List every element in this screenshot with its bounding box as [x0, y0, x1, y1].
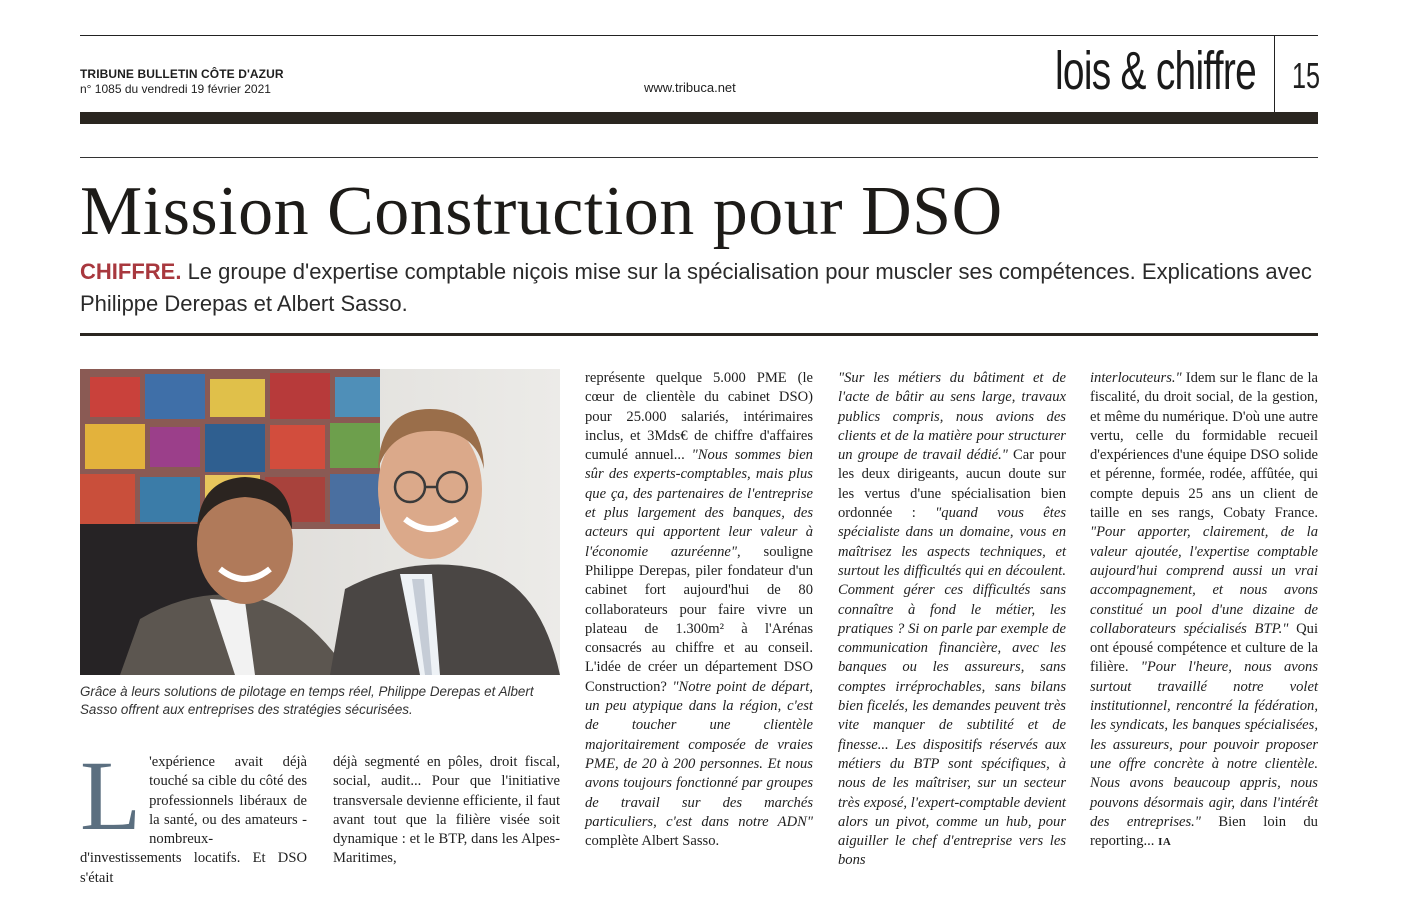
- body-column-1a: [80, 740, 307, 888]
- body-column-2: [585, 369, 813, 851]
- author-signature: IA: [1158, 836, 1172, 849]
- body-text: Bien loin du reporting...: [1090, 813, 1318, 850]
- body-column-1b: [333, 753, 560, 869]
- body-text: déjà segmenté en pôles, droit fiscal, social, audit... Pour que l'initiative transversale devienne efficiente, il faut avant tout que la filière visée soit dynamique : et le BTP, dans les Alpes-Maritimes,: [333, 754, 560, 867]
- quote-text: "Sur les métiers du bâtiment et de l'acte de bâtir au sens large, travaux publics compris, nous avions des clients et de la matière pour structurer un groupe de travail dédié.": [838, 370, 1066, 464]
- quote-text: interlocuteurs.": [1090, 370, 1182, 386]
- quote-text: "quand vous êtes spécialiste dans un domaine, vous en maîtrisez les aspects techniques, et surtout les difficultés qui en découlent. Comment gérer ces difficultés sans connaître à fond le métier, les pratiques ? Si on parle par exemple de communication financière, avec les banques ou les assureurs, sans comptes irréprochables, sans bilans bien ficelés, les demandes peuvent très vite manquer de subtilité et de finesse... Les dispositifs réservés aux métiers du BTP sont spécifiques, à nous de les maîtriser, sur un secteur très exposé, l'expert-comptable devient alors un pivot, comme un hub, pour aiguiller le chef d'entreprise vers les bons: [838, 505, 1066, 869]
- body-text: 'expérience avait déjà touché sa cible du côté des professionnels libéraux de la santé, ou des amateurs -nombreux- d'investissements locatifs. Et DSO s'était: [80, 754, 307, 886]
- dek-rule: [80, 333, 1318, 336]
- header-separator: [1274, 35, 1275, 112]
- body-text: Car pour les deux dirigeants, aucun doute sur les vertus d'une spécialisation bien ordonnée :: [838, 447, 1066, 522]
- quote-text: "Pour apporter, clairement, de la valeur ajoutée, l'expertise comptable aujourd'hui comprend aussi un vrai accompagnement, et nous avons constitué un pool d'une dizaine de collaborateurs spécialisés BTP.": [1090, 524, 1318, 637]
- body-text: Idem sur le flanc de la fiscalité, du droit social, de la gestion, et même du numérique. D'où une autre vertu, celle du formidable recueil d'expériences d'une équipe DSO solide et pérenne, formée, rodée, affûtée, qui compte depuis 25 ans un client de taille en ses rangs, Cobaty France.: [1090, 370, 1318, 522]
- quote-text: "Notre point de départ, un peu atypique dans la région, c'est de toucher une clientèle majoritairement composée de vraies PME, de 20 à 200 personnes. Et nous avons toujours fonctionné par groupes de travail sur des marchés particuliers, c'est dans notre ADN": [585, 678, 813, 830]
- quote-text: "Pour l'heure, nous avons surtout travaillé notre volet institutionnel, rencontré la fédération, les syndicats, les banques spécialisées, les assureurs, pour pouvoir proposer une offre concrète à notre clientèle. Nous avons beaucoup appris, nous pouvons désormais agir, dans l'intérêt des entreprises.": [1090, 659, 1319, 830]
- page-number: 15: [1292, 55, 1321, 96]
- header-bar: [80, 112, 1318, 124]
- section-title: lois & chiffre: [1055, 41, 1256, 101]
- article-headline: Mission Construction pour DSO: [80, 173, 1003, 250]
- body-column-4: [1090, 369, 1318, 852]
- website-link[interactable]: www.tribuca.net: [644, 80, 736, 95]
- article-dek: [80, 256, 1320, 320]
- dek-text: Le groupe d'expertise comptable niçois mise sur la spécialisation pour muscler ses compétences. Explications avec Philippe Derepas et Albert Sasso.: [80, 259, 1312, 316]
- dek-kicker: CHIFFRE.: [80, 259, 182, 284]
- body-text: complète Albert Sasso.: [585, 833, 720, 850]
- photo-caption: Grâce à leurs solutions de pilotage en temps réel, Philippe Derepas et Albert Sasso offrent aux entreprises des stratégies sécurisées.: [80, 684, 534, 717]
- publication-name: TRIBUNE BULLETIN CÔTE D'AZUR: [80, 67, 284, 81]
- body-column-3: [838, 369, 1066, 871]
- portrait-illustration: [80, 369, 560, 675]
- headline-rule: [80, 157, 1318, 158]
- article-photo: [80, 369, 560, 675]
- quote-text: "Nous sommes bien sûr des experts-comptables, mais plus que ça, des partenaires de l'entreprise et plus largement des banques, des acteurs qui apportent leur valeur à l'économie azuréenne": [585, 447, 813, 560]
- body-text: , souligne Philippe Derepas, piler fondateur d'un cabinet fort aujourd'hui de 80 collaborateurs pour faire vivre un plateau de 1.300m² à l'Arénas consacrés au chiffre et au conseil. L'idée de créer un département DSO Construction?: [585, 543, 813, 695]
- issue-line: n° 1085 du vendredi 19 février 2021: [80, 82, 271, 96]
- body-text: Qui ont épousé compétence et culture de la filière.: [1090, 620, 1318, 676]
- drop-cap: L: [80, 740, 142, 851]
- body-text: représente quelque 5.000 PME (le cœur de clientèle du cabinet DSO) pour 25.000 salariés, intérimaires inclus, et 3Mds€ de chiffre d'affaires cumulé annuel...: [585, 370, 813, 464]
